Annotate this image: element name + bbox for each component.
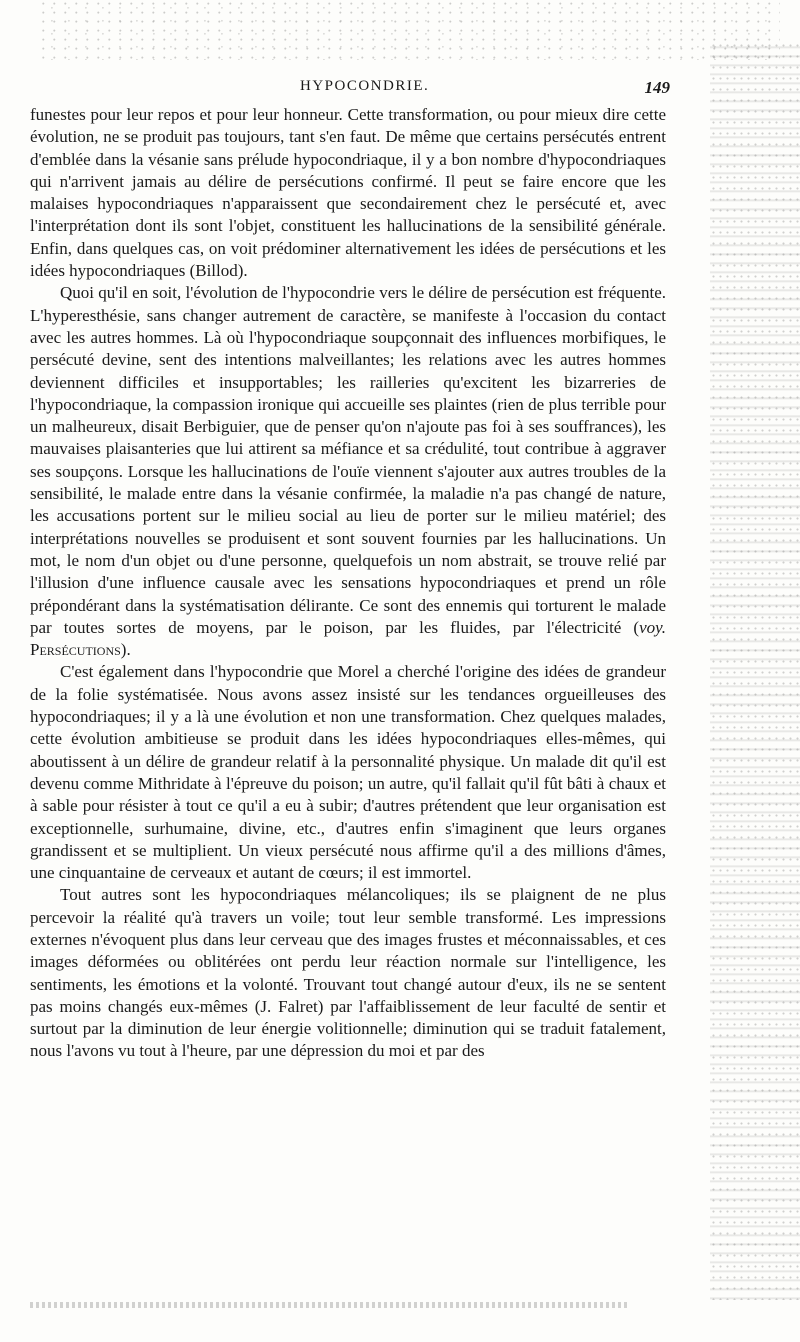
scan-noise-bottom xyxy=(30,1302,630,1308)
page-header xyxy=(30,78,670,102)
paragraph-1: funestes pour leur repos et pour leur honneur. Cette transformation, ou pour mieux dire cette évolution, ne se produit pas toujours, tant s'en faut. De même que certains persécutés entrent d'emblée dans la vésanie sans prélude hypocondriaque, il y a bon nombre d'hypocondriaques qui n'arrivent jamais au délire de persécutions confirmé. Il peut se faire encore que les malaises hypocondriaques n'apparaissent que secondairement chez le persécuté et, avec l'interprétation dont ils sont l'objet, constituent les hallucinations de la sensibilité générale. Enfin, dans quelques cas, on voit prédominer alternativement les idées de persécutions et les idées hypocondriaques (Billod). xyxy=(30,105,666,281)
running-title: HYPOCONDRIE. xyxy=(300,78,430,94)
scan-noise-top xyxy=(40,0,780,60)
voy-abbreviation: voy. xyxy=(639,617,666,637)
paragraph-3: C'est également dans l'hypocondrie que Morel a cherché l'origine des idées de grandeur de la folie systématisée. Nous avons assez insisté sur les tendances orgueilleuses des hypocondriaques; il y a là une évolution et non une transformation. Chez quelques malades, cette évolution ambitieuse se produit dans les idées hypocondriaques elles-mêmes, qui aboutissent à un délire de grandeur relatif à la personnalité physique. Un malade dit qu'il est devenu comme Mithridate à l'épreuve du poison; un autre, qu'il fallait qu'il fût bâti à chaux et à sable pour résister à tout ce qu'il a eu à subir; d'autres prétendent que leur organisation est exceptionnelle, surhumaine, divine, etc., d'autres enfin s'imaginent que leurs organes grandissent et se multiplient. Un vieux persécuté nous affirme qu'il a des millions d'âmes, une cinquantaine de cerveaux et autant de cœurs; il est immortel. xyxy=(30,662,666,883)
paragraph-4: Tout autres sont les hypocondriaques mélancoliques; ils se plaignent de ne plus percevoir la réalité qu'à travers un voile; tout leur semble transformé. Les impressions externes n'évoquent plus dans leur cerveau que des images frustes et méconnaissables, et ces images déformées ou oblitérées ont perdu leur réaction normale sur l'intelligence, les sentiments, les émotions et la volonté. Trouvant tout changé autour d'eux, ils ne se sentent pas moins changés eux-mêmes (J. Falret) par l'affaiblissement de leur faculté de sentir et surtout par la diminution de leur énergie volitionnelle; diminution qui se traduit fatalement, nous l'avons vu tout à l'heure, par une dépression du moi et par des xyxy=(30,885,666,1061)
paragraph-2 xyxy=(30,282,666,661)
page-number: 149 xyxy=(644,78,670,97)
cross-reference: Persécutions xyxy=(30,640,121,660)
body-text xyxy=(30,104,666,1063)
paragraph-2-end: ). xyxy=(120,640,131,660)
scan-noise-right xyxy=(710,40,800,1300)
paragraph-2-text: Quoi qu'il en soit, l'évolution de l'hypocondrie vers le délire de persécution est fréquente. L'hyperesthésie, sans changer autrement de caractère, se manifeste à l'occasion du contact avec les autres hommes. Là où l'hypocondriaque soupçonnait des influences morbifiques, le persécuté devine, sent des intentions malveillantes; les relations avec les autres hommes deviennent difficiles et insupportables; les railleries qu'excitent les bizarreries de l'hypocondriaque, la compassion ironique qui accueille ses plaintes (rien de plus terrible pour un malheureux, disait Berbiguier, que de penser qu'on n'ajoute pas foi à ses souffrances), les mauvaises plaisanteries que lui attirent sa méfiance et sa crédulité, tout contribue à aggraver ses soupçons. Lorsque les hallucinations de l'ouïe viennent s'ajouter aux autres troubles de la sensibilité, le malade entre dans la vésanie confirmée, la maladie n'a pas changé de nature, les accusations portent sur le milieu social au lieu de porter sur le milieu matériel; des interprétations nouvelles se produisent et sont souvent fournies par les hallucinations. Un mot, le nom d'un objet ou d'une personne, quelquefois un nom abstrait, se trouve relié par l'illusion d'une influence causale avec les sensations hypocondriaques et prend un rôle prépondérant dans la systématisation délirante. Ce sont des ennemis qui torturent le malade par toutes sortes de moyens, par le poison, par les fluides, par l'électricité ( xyxy=(30,283,666,637)
